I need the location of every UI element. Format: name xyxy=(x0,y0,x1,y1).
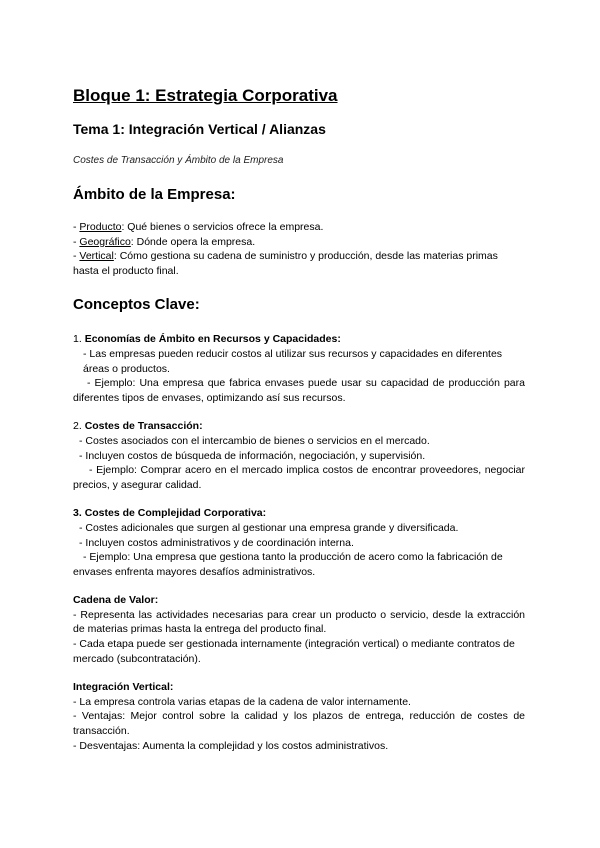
cadena-valor-title: Cadena de Valor: xyxy=(73,594,159,607)
subtitle: Costes de Transacción y Ámbito de la Empresa xyxy=(73,155,284,166)
ambito-heading: Ámbito de la Empresa: xyxy=(73,186,236,203)
conceptos-heading: Conceptos Clave: xyxy=(73,296,200,314)
concepto-3-example: - Ejemplo: Una empresa que gestiona tanto la producción de acero como la fabricación de envases enfrenta mayores desafíos administrativos. xyxy=(73,551,503,578)
document-page xyxy=(73,86,525,753)
concepto-3-line: - Incluyen costos administrativos y de coordinación interna. xyxy=(79,536,354,549)
concepto-1-example: - Ejemplo: Una empresa que fabrica envases puede usar su capacidad de producción para diferentes tipos de envases, optimizando así sus recursos. xyxy=(73,377,525,404)
concepto-2-example: - Ejemplo: Comprar acero en el mercado implica costos de encontrar proveedores, negociar precios, y asegurar calidad. xyxy=(73,464,525,491)
concepto-2-title: 2. Costes de Transacción: xyxy=(73,420,203,433)
integracion-vertical-line: - La empresa controla varias etapas de la cadena de valor internamente. xyxy=(73,695,411,708)
ambito-item-vertical: - Vertical: Cómo gestiona su cadena de suministro y producción, desde las materias primas hasta el producto final. xyxy=(73,250,498,277)
concepto-3-line: - Costes adicionales que surgen al gestionar una empresa grande y diversificada. xyxy=(79,521,459,534)
topic-heading: Tema 1: Integración Vertical / Alianzas xyxy=(73,121,326,137)
concepto-1 xyxy=(73,332,525,405)
integracion-vertical-title: Integración Vertical: xyxy=(73,681,174,694)
concepto-1-line: - Las empresas pueden reducir costos al utilizar sus recursos y capacidades en diferentes áreas o productos. xyxy=(83,347,503,375)
cadena-valor xyxy=(73,593,525,666)
ambito-label-producto: Producto xyxy=(79,221,122,233)
integracion-vertical-line: - Ventajas: Mejor control sobre la calidad y los plazos de entrega, reducción de costes de transacción. xyxy=(73,710,525,738)
integracion-vertical-line: - Desventajas: Aumenta la complejidad y los costos administrativos. xyxy=(73,739,389,752)
cadena-valor-line: - Cada etapa puede ser gestionada internamente (integración vertical) o mediante contratos de mercado (subcontratación). xyxy=(73,638,515,665)
ambito-item-producto: - Producto: Qué bienes o servicios ofrece la empresa. xyxy=(73,221,324,233)
concepto-2 xyxy=(73,419,525,492)
ambito-item-geografico: - Geográfico: Dónde opera la empresa. xyxy=(73,235,256,248)
concepto-2-line: - Costes asociados con el intercambio de bienes o servicios en el mercado. xyxy=(79,434,430,447)
concepto-1-title: 1. Economías de Ámbito en Recursos y Capacidades: xyxy=(73,333,341,346)
ambito-label-geografico: Geográfico xyxy=(79,235,131,248)
document-title: Bloque 1: Estrategia Corporativa xyxy=(73,86,338,105)
concepto-3-title: 3. Costes de Complejidad Corporativa: xyxy=(73,507,267,520)
ambito-list xyxy=(73,220,525,278)
concepto-3 xyxy=(73,506,525,579)
concepto-2-line: - Incluyen costos de búsqueda de información, negociación, y supervisión. xyxy=(79,449,426,462)
integracion-vertical xyxy=(73,680,525,753)
ambito-label-vertical: Vertical xyxy=(79,250,114,263)
cadena-valor-line: - Representa las actividades necesarias para crear un producto o servicio, desde la extracción de materias primas hasta la entrega del producto final. xyxy=(73,608,525,636)
